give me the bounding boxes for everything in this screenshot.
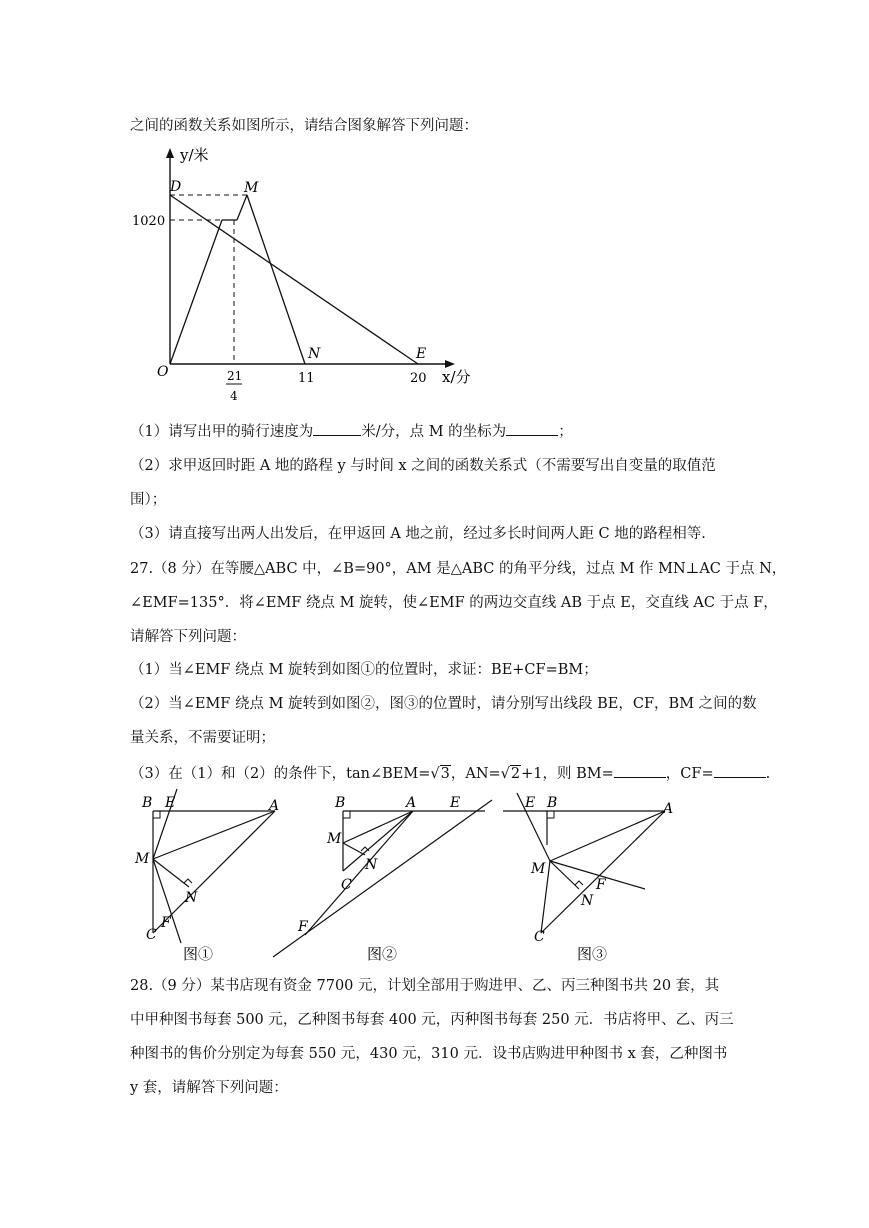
line-d-e xyxy=(170,195,418,364)
fig1-label-f: F xyxy=(161,915,171,931)
fig2-label-m: M xyxy=(327,831,342,847)
p27-q2-b: 量关系，不需要证明； xyxy=(130,730,275,746)
q1-blank-speed[interactable] xyxy=(313,421,361,436)
fig3-label-m: M xyxy=(531,861,546,877)
fig2-label-f: F xyxy=(298,919,308,935)
q3-line: （3）请直接写出两人出发后，在甲返回 A 地之前，经过多长时间两人距 C 地的路程相等. xyxy=(130,526,706,542)
q2-line-a: （2）求甲返回时距 A 地的路程 y 与时间 x 之间的函数关系式（不需要写出自变量的取值范 xyxy=(130,458,716,474)
fig1-label-b: B xyxy=(142,795,153,811)
q1-line xyxy=(130,421,573,441)
fig1-caption: 图① xyxy=(183,945,214,963)
p27-blank-bm[interactable] xyxy=(614,763,666,778)
p27-line-c: 请解答下列问题： xyxy=(130,629,246,645)
fig3-label-e: E xyxy=(525,795,536,811)
fig1-label-e: E xyxy=(165,795,176,811)
q1-blank-m[interactable] xyxy=(506,421,558,436)
q2-line-b: 围）； xyxy=(130,492,167,508)
fig3-label-n: N xyxy=(581,893,594,909)
point-d-label: D xyxy=(170,179,182,195)
fig2-label-c: C xyxy=(341,877,352,893)
fig3-label-c: C xyxy=(534,929,545,945)
origin-label: O xyxy=(157,364,169,380)
figure-2 xyxy=(265,785,500,970)
fig2-caption: 图② xyxy=(367,945,398,963)
p27-q1: （1）当∠EMF 绕点 M 旋转到如图①的位置时，求证：BE+CF=BM； xyxy=(130,662,598,678)
line-m-n xyxy=(247,195,305,364)
y-axis-arrow xyxy=(166,148,174,158)
fig3-label-b: B xyxy=(547,795,558,811)
y-tick-1020: 1020 xyxy=(132,214,166,229)
x-axis-arrow xyxy=(445,360,455,368)
p27-q3-text-c: +1，则 BM= xyxy=(521,766,614,782)
p27-q3-text-e: . xyxy=(765,766,771,782)
fig2-label-b: B xyxy=(335,795,346,811)
q1-text-a: （1）请写出甲的骑行速度为 xyxy=(130,424,314,440)
point-e-label: E xyxy=(416,346,427,362)
fig2-label-a: A xyxy=(406,795,417,811)
p28-line-c: 种图书的售价分别定为每套 550 元，430 元，310 元．设书店购进甲种图书 x 套，乙种图书 xyxy=(130,1046,728,1062)
fig1-label-a: A xyxy=(269,798,280,814)
p28-line-d: y 套，请解答下列问题： xyxy=(130,1080,288,1096)
point-n-label: N xyxy=(308,346,321,362)
x-tick-frac-num: 21 xyxy=(227,369,243,383)
x-tick-frac-den: 4 xyxy=(230,389,238,403)
p27-q3 xyxy=(130,763,770,783)
p27-q3-text-d: ，CF= xyxy=(665,766,714,782)
fig2-label-e: E xyxy=(450,795,461,811)
q1-text-b: 米/分，点 M 的坐标为 xyxy=(361,424,507,440)
p27-q3-text-a: （3）在（1）和（2）的条件下，tan∠BEM= xyxy=(130,766,431,782)
fig3-label-f: F xyxy=(596,877,606,893)
p27-blank-cf[interactable] xyxy=(714,763,766,778)
q1-text-c: ； xyxy=(558,424,573,440)
p27-line-a: 27.（8 分）在等腰△ABC 中，∠B=90°，AM 是△ABC 的角平分线，过点 M 作 MN⊥AC 于点 N， xyxy=(130,561,787,577)
line-to-m xyxy=(237,195,247,220)
p28-line-b: 中甲种图书每套 500 元，乙种图书每套 400 元，丙种图书每套 250 元．书店将甲、乙、丙三 xyxy=(130,1012,734,1028)
x-tick-20: 20 xyxy=(410,371,427,386)
p28-line-a: 28.（9 分）某书店现有资金 7700 元，计划全部用于购进甲、乙、丙三种图书共 20 套，其 xyxy=(130,978,720,994)
p27-q2-a: （2）当∠EMF 绕点 M 旋转到如图②，图③的位置时，请分别写出线段 BE，CF，BM 之间的数 xyxy=(130,696,757,712)
fig1-label-n: N xyxy=(185,890,198,906)
fig1-label-c: C xyxy=(146,927,157,943)
x-axis-label: x/分 xyxy=(442,368,471,386)
line-o-up xyxy=(170,220,222,364)
sqrt-3: √3 xyxy=(430,766,450,782)
y-axis-label: y/米 xyxy=(180,146,209,164)
fig3-label-a: A xyxy=(663,801,674,817)
distance-time-graph xyxy=(130,140,490,410)
p27-q3-text-b: ，AN= xyxy=(450,766,501,782)
p27-line-b: ∠EMF=135°．将∠EMF 绕点 M 旋转，使∠EMF 的两边交直线 AB 于点 E，交直线 AC 于点 F， xyxy=(130,595,778,611)
figure-3 xyxy=(495,785,674,970)
intro-text: 之间的函数关系如图所示，请结合图象解答下列问题： xyxy=(130,118,478,134)
x-tick-11: 11 xyxy=(298,371,315,386)
fig2-label-n: N xyxy=(365,857,378,873)
fig1-label-m: M xyxy=(135,851,150,867)
point-m-label: M xyxy=(244,180,259,196)
fig3-caption: 图③ xyxy=(577,945,608,963)
sqrt-2: √2 xyxy=(500,766,521,782)
